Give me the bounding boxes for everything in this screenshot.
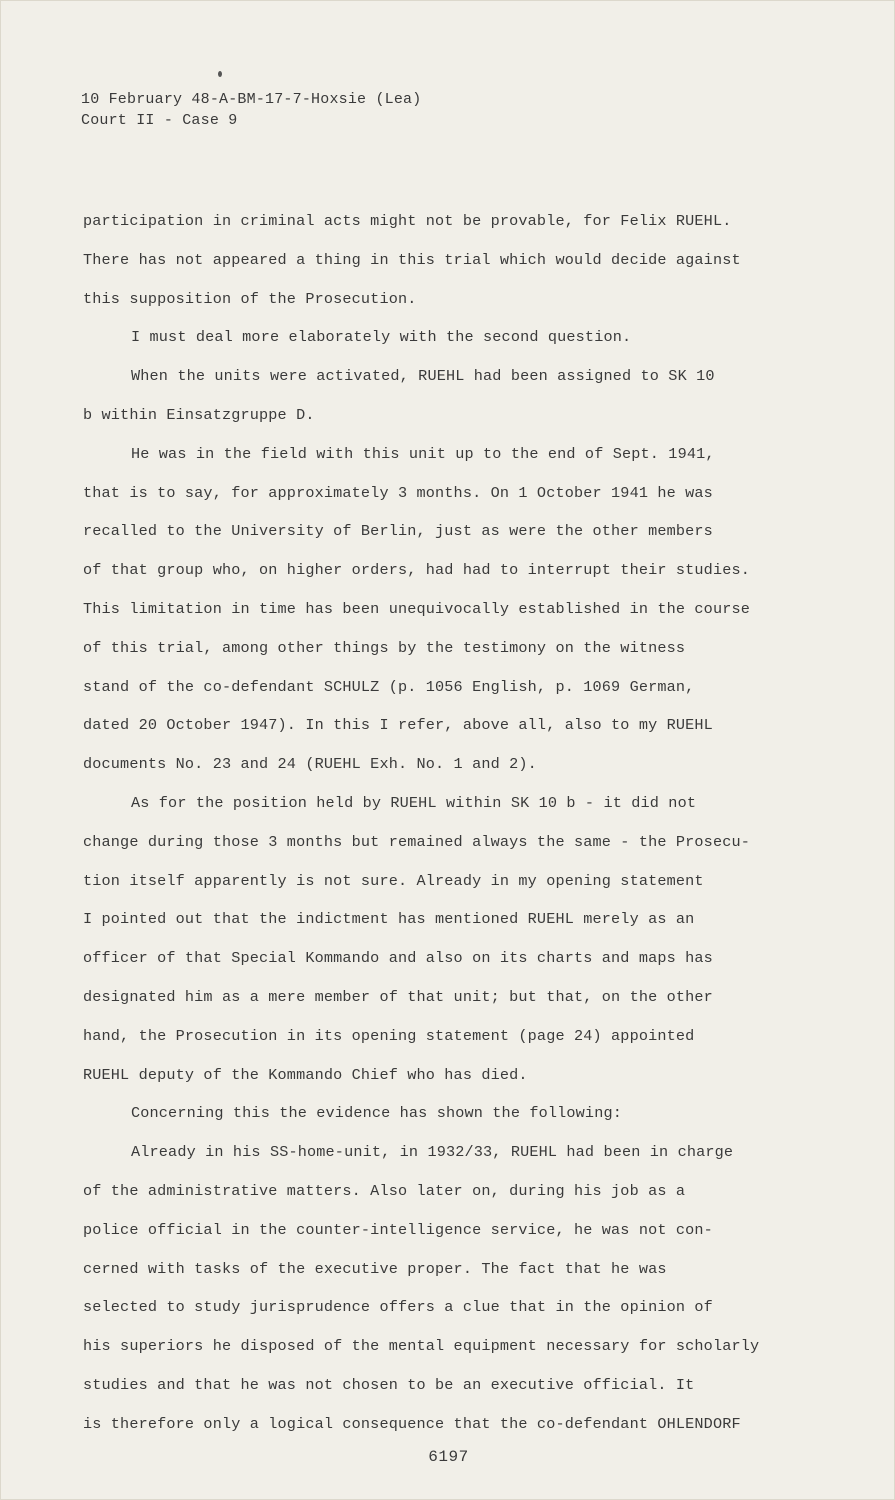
body-line: police official in the counter-intelligence service, he was not con- (83, 1220, 713, 1239)
body-line: participation in criminal acts might not be provable, for Felix RUEHL. (83, 212, 732, 230)
body-line: When the units were activated, RUEHL had been assigned to SK 10 (131, 367, 715, 386)
body-line: of this trial, among other things by the testimony on the witness (83, 638, 686, 657)
body-line: officer of that Special Kommando and also on its charts and maps has (83, 949, 713, 968)
body-line: of that group who, on higher orders, had had to interrupt their studies. (83, 561, 751, 580)
header-court-case: Court II - Case 9 (81, 112, 238, 129)
body-line: There has not appeared a thing in this trial which would decide against (83, 250, 741, 269)
body-line: hand, the Prosecution in its opening statement (page 24) appointed (83, 1026, 695, 1045)
body-line: He was in the field with this unit up to the end of Sept. 1941, (131, 444, 715, 463)
body-line: designated him as a mere member of that unit; but that, on the other (83, 987, 713, 1006)
body-line: his superiors he disposed of the mental equipment necessary for scholarly (83, 1337, 760, 1356)
body-line: cerned with tasks of the executive proper. The fact that he was (83, 1259, 667, 1278)
punch-hole-mark (218, 71, 222, 77)
body-line: studies and that he was not chosen to be an executive official. It (83, 1375, 695, 1394)
body-line: tion itself apparently is not sure. Already in my opening statement (83, 871, 704, 890)
body-line: change during those 3 months but remained always the same - the Prosecu- (83, 832, 751, 851)
page-number: 6197 (428, 1448, 469, 1466)
body-line: I must deal more elaborately with the second question. (131, 328, 632, 347)
body-line: this supposition of the Prosecution. (83, 289, 417, 308)
body-line: Already in his SS-home-unit, in 1932/33, RUEHL had been in charge (131, 1143, 734, 1162)
header-date-reference: 10 February 48-A-BM-17-7-Hoxsie (Lea) (81, 91, 422, 108)
document-body (83, 202, 813, 1444)
body-line: of the administrative matters. Also later on, during his job as a (83, 1181, 686, 1200)
body-line: As for the position held by RUEHL within SK 10 b - it did not (131, 793, 697, 812)
body-line: recalled to the University of Berlin, just as were the other members (83, 522, 713, 541)
body-line: stand of the co-defendant SCHULZ (p. 1056 English, p. 1069 German, (83, 677, 695, 696)
document-header (81, 89, 421, 131)
body-line: dated 20 October 1947). In this I refer, above all, also to my RUEHL (83, 716, 713, 735)
body-line: I pointed out that the indictment has mentioned RUEHL merely as an (83, 910, 695, 929)
body-line: selected to study jurisprudence offers a clue that in the opinion of (83, 1298, 713, 1317)
body-line: b within Einsatzgruppe D. (83, 405, 315, 424)
body-line: RUEHL deputy of the Kommando Chief who has died. (83, 1065, 528, 1084)
body-line: documents No. 23 and 24 (RUEHL Exh. No. 1 and 2). (83, 755, 537, 774)
body-line: This limitation in time has been unequivocally established in the course (83, 599, 751, 618)
body-line: is therefore only a logical consequence that the co-defendant OHLENDORF (83, 1414, 741, 1433)
body-line: that is to say, for approximately 3 months. On 1 October 1941 he was (83, 483, 713, 502)
body-line: Concerning this the evidence has shown the following: (131, 1104, 622, 1123)
